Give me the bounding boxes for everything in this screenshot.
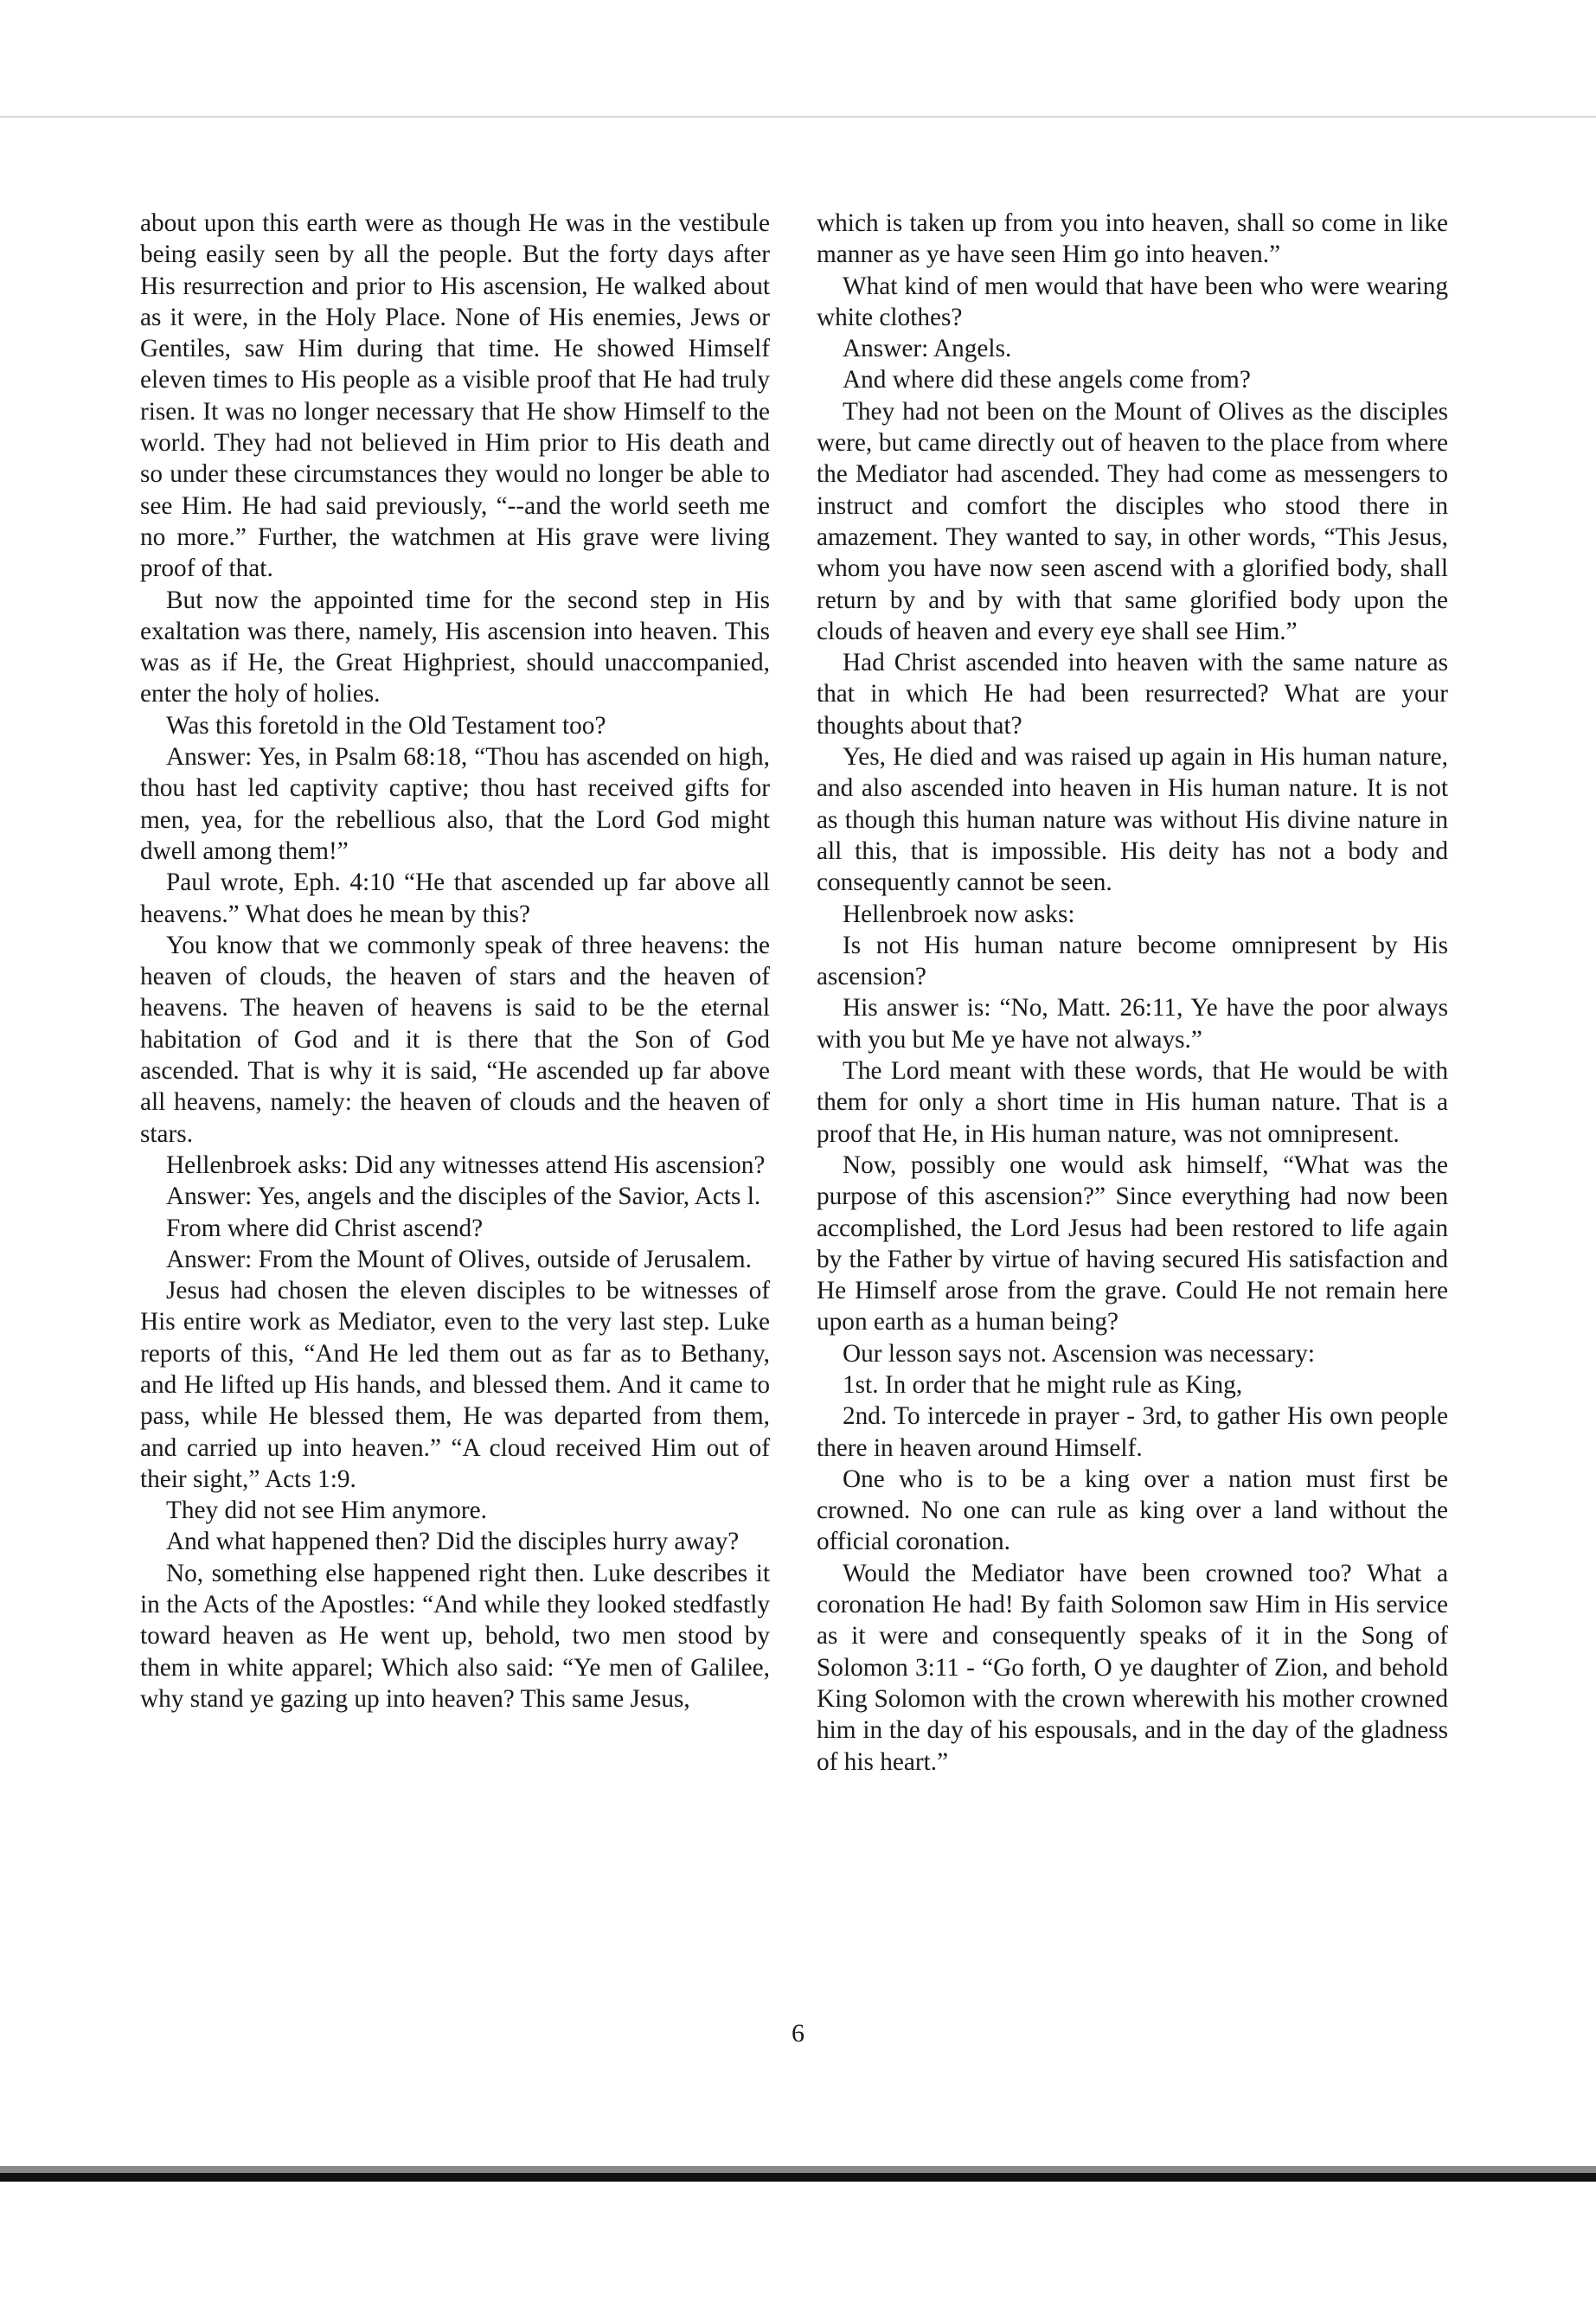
paragraph: Had Christ ascended into heaven with the same nature as that in which He had been resurrected? What are your thoughts about that?	[817, 649, 1448, 740]
paragraph: Answer: Yes, in Psalm 68:18, “Thou has ascended on high, thou hast led captivity captive; thou hast received gifts for men, yea, for the rebellious also, that the Lord God might dwell among them!”	[140, 743, 770, 865]
paragraph: Answer: From the Mount of Olives, outside of Jerusalem.	[166, 1245, 752, 1273]
paragraph: Would the Mediator have been crowned too? What a coronation He had! By faith Solomon saw Him in His service as it were and consequently speaks of it in the Song of Solomon 3:11 - “Go forth, O ye daughter of Zion, and behold King Solomon with the crown wherewith his mother crowned him in the day of his espousals, and in the day of the gladness of his heart.”	[817, 1559, 1448, 1776]
right-column	[817, 208, 1448, 1778]
scan-bottom-shadow	[0, 2166, 1596, 2173]
paragraph: What kind of men would that have been who were wearing white clothes?	[817, 272, 1448, 331]
paragraph: which is taken up from you into heaven, shall so come in like manner as ye have seen Him go into heaven.”	[817, 209, 1448, 269]
paragraph: From where did Christ ascend?	[166, 1214, 484, 1242]
paragraph: Answer: Yes, angels and the disciples of the Savior, Acts l.	[166, 1183, 761, 1211]
paragraph: 1st. In order that he might rule as King,	[843, 1370, 1243, 1399]
paragraph: 2nd. To intercede in prayer - 3rd, to gather His own people there in heaven around Himself.	[817, 1402, 1448, 1462]
paragraph: You know that we commonly speak of three heavens: the heaven of clouds, the heaven of stars and the heaven of heavens. The heaven of heavens is said to be the eternal habitation of God and it is there that the Son of God ascended. That is why it is said, “He ascended up far above all heavens, namely: the heaven of clouds and the heaven of stars.	[140, 931, 770, 1148]
paragraph: His answer is: “No, Matt. 26:11, Ye have the poor always with you but Me ye have not always.”	[817, 994, 1448, 1054]
paragraph: Answer: Angels.	[843, 335, 1012, 363]
paragraph: They did not see Him anymore.	[166, 1497, 488, 1525]
paragraph: They had not been on the Mount of Olives as the disciples were, but came directly out of heaven to the place from where the Mediator had ascended. They had come as messengers to instruct and comfort the disciples who stood there in amazement. They wanted to say, in other words, “This Jesus, whom you have now seen ascend with a glorified body, shall return by and by with that same glorified body upon the clouds of heaven and every eye shall see Him.”	[817, 397, 1448, 645]
left-column	[140, 208, 770, 1715]
paragraph: about upon this earth were as though He was in the vestibule being easily seen by all the people. But the forty days after His resurrection and prior to His ascension, He walked about as it were, in the Holy Place. None of His enemies, Jews or Gentiles, saw Him during that time. He showed Himself eleven times to His people as a visible proof that He had truly risen. It was no longer necessary that He show Himself to the world. They had not believed in Him prior to His death and so under these circumstances they would no longer be able to see Him. He had said previously, “--and the world seeth me no more.” Further, the watchmen at His grave were living proof of that.	[140, 209, 770, 583]
paragraph: The Lord meant with these words, that He would be with them for only a short time in His human nature. That is a proof that He, in His human nature, was not omnipresent.	[817, 1057, 1448, 1148]
paragraph: Jesus had chosen the eleven disciples to be witnesses of His entire work as Mediator, even to the very last step. Luke reports of this, “And He led them out as far as to Bethany, and He lifted up His hands, and blessed them. And it came to pass, while He blessed them, He was departed from them, and carried up into heaven.” “A cloud received Him out of their sight,” Acts 1:9.	[140, 1277, 770, 1493]
paragraph: One who is to be a king over a nation must first be crowned. No one can rule as king over a land without the official coronation.	[817, 1465, 1448, 1556]
paragraph: Was this foretold in the Old Testament too?	[166, 711, 606, 740]
paragraph: And what happened then? Did the disciples hurry away?	[166, 1528, 740, 1556]
paragraph: And where did these angels come from?	[843, 366, 1251, 394]
paragraph: But now the appointed time for the second step in His exaltation was there, namely, His ascension into heaven. This was as if He, the Great Highpriest, should unaccompanied, enter the holy of holies.	[140, 586, 770, 708]
paragraph: Paul wrote, Eph. 4:10 “He that ascended up far above all heavens.” What does he mean by this?	[140, 868, 770, 928]
paragraph: Now, possibly one would ask himself, “What was the purpose of this ascension?” Since everything had now been accomplished, the Lord Jesus had been restored to life again by the Father by virtue of having secured His satisfaction and He Himself arose from the grave. Could He not remain here upon earth as a human being?	[817, 1150, 1448, 1336]
paragraph: Yes, He died and was raised up again in His human nature, and also ascended into heaven in His human nature. It is not as though this human nature was without His divine nature in all this, that is impossible. His deity has not a body and consequently cannot be seen.	[817, 743, 1448, 897]
scan-bottom-edge	[0, 2173, 1596, 2182]
page-number: 6	[792, 2019, 804, 2048]
paragraph: No, something else happened right then. Luke describes it in the Acts of the Apostles: “And while they looked stedfastly toward heaven as He went up, behold, two men stood by them in white apparel; Which also said: “Ye men of Galilee, why stand ye gazing up into heaven? This same Jesus,	[140, 1559, 770, 1713]
paragraph: Our lesson says not. Ascension was necessary:	[843, 1339, 1315, 1368]
paragraph: Hellenbroek now asks:	[843, 900, 1075, 928]
paragraph: Is not His human nature become omnipresent by His ascension?	[817, 931, 1448, 991]
paragraph: Hellenbroek asks: Did any witnesses attend His ascension?	[166, 1150, 766, 1179]
